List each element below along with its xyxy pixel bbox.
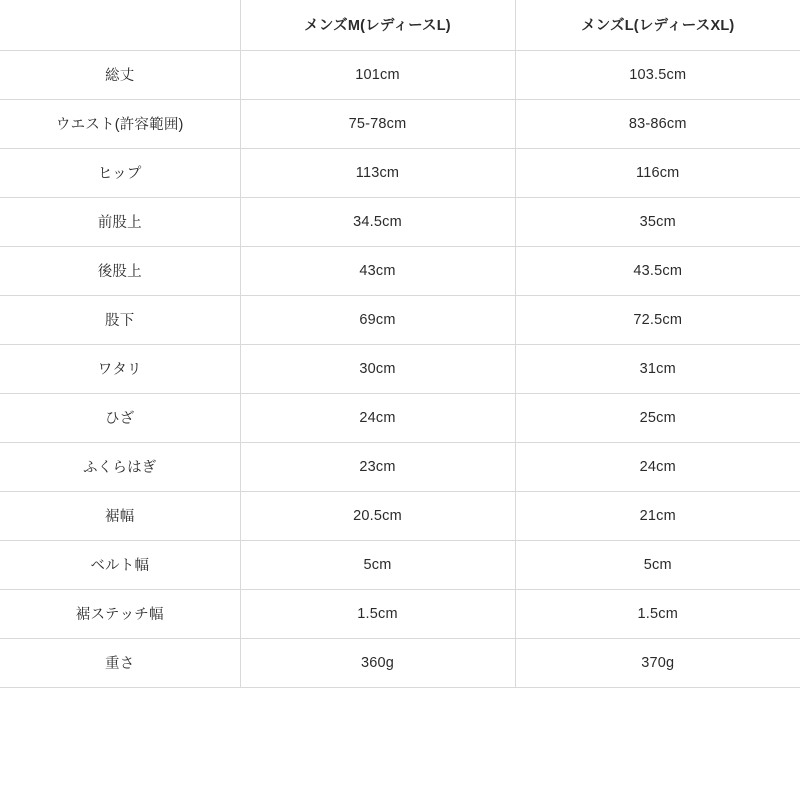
row-value-m: 360g	[240, 638, 515, 687]
table-row	[0, 344, 800, 393]
table-row	[0, 295, 800, 344]
row-value-l: 43.5cm	[515, 246, 800, 295]
table-body	[0, 50, 800, 687]
row-value-l: 35cm	[515, 197, 800, 246]
row-value-m: 5cm	[240, 540, 515, 589]
row-label: 総丈	[0, 50, 240, 99]
row-value-m: 43cm	[240, 246, 515, 295]
row-label: 裾ステッチ幅	[0, 589, 240, 638]
header-size-m: メンズM(レディースL)	[240, 0, 515, 50]
row-value-m: 20.5cm	[240, 491, 515, 540]
table-row	[0, 393, 800, 442]
row-value-l: 370g	[515, 638, 800, 687]
header-row	[0, 0, 800, 50]
row-value-m: 34.5cm	[240, 197, 515, 246]
header-corner-cell	[0, 0, 240, 50]
row-label: 重さ	[0, 638, 240, 687]
row-label: ヒップ	[0, 148, 240, 197]
table-header	[0, 0, 800, 50]
row-label: 股下	[0, 295, 240, 344]
row-value-m: 23cm	[240, 442, 515, 491]
table-row	[0, 50, 800, 99]
row-label: ワタリ	[0, 344, 240, 393]
table-row	[0, 197, 800, 246]
table-row	[0, 246, 800, 295]
row-value-m: 101cm	[240, 50, 515, 99]
row-value-m: 1.5cm	[240, 589, 515, 638]
row-label: ベルト幅	[0, 540, 240, 589]
row-label: ウエスト(許容範囲)	[0, 99, 240, 148]
row-value-l: 1.5cm	[515, 589, 800, 638]
row-label: 前股上	[0, 197, 240, 246]
table-row	[0, 589, 800, 638]
table-row	[0, 148, 800, 197]
row-value-l: 21cm	[515, 491, 800, 540]
row-value-l: 31cm	[515, 344, 800, 393]
row-label: 裾幅	[0, 491, 240, 540]
row-value-l: 116cm	[515, 148, 800, 197]
row-value-m: 30cm	[240, 344, 515, 393]
row-value-m: 113cm	[240, 148, 515, 197]
row-value-l: 5cm	[515, 540, 800, 589]
table-row	[0, 540, 800, 589]
row-value-m: 24cm	[240, 393, 515, 442]
row-value-l: 24cm	[515, 442, 800, 491]
table-row	[0, 99, 800, 148]
row-value-l: 103.5cm	[515, 50, 800, 99]
table-row	[0, 442, 800, 491]
row-value-l: 83-86cm	[515, 99, 800, 148]
row-label: ひざ	[0, 393, 240, 442]
row-value-m: 69cm	[240, 295, 515, 344]
row-value-l: 72.5cm	[515, 295, 800, 344]
row-value-l: 25cm	[515, 393, 800, 442]
row-label: ふくらはぎ	[0, 442, 240, 491]
row-value-m: 75-78cm	[240, 99, 515, 148]
header-size-l: メンズL(レディースXL)	[515, 0, 800, 50]
row-label: 後股上	[0, 246, 240, 295]
table-row	[0, 491, 800, 540]
table-row	[0, 638, 800, 687]
